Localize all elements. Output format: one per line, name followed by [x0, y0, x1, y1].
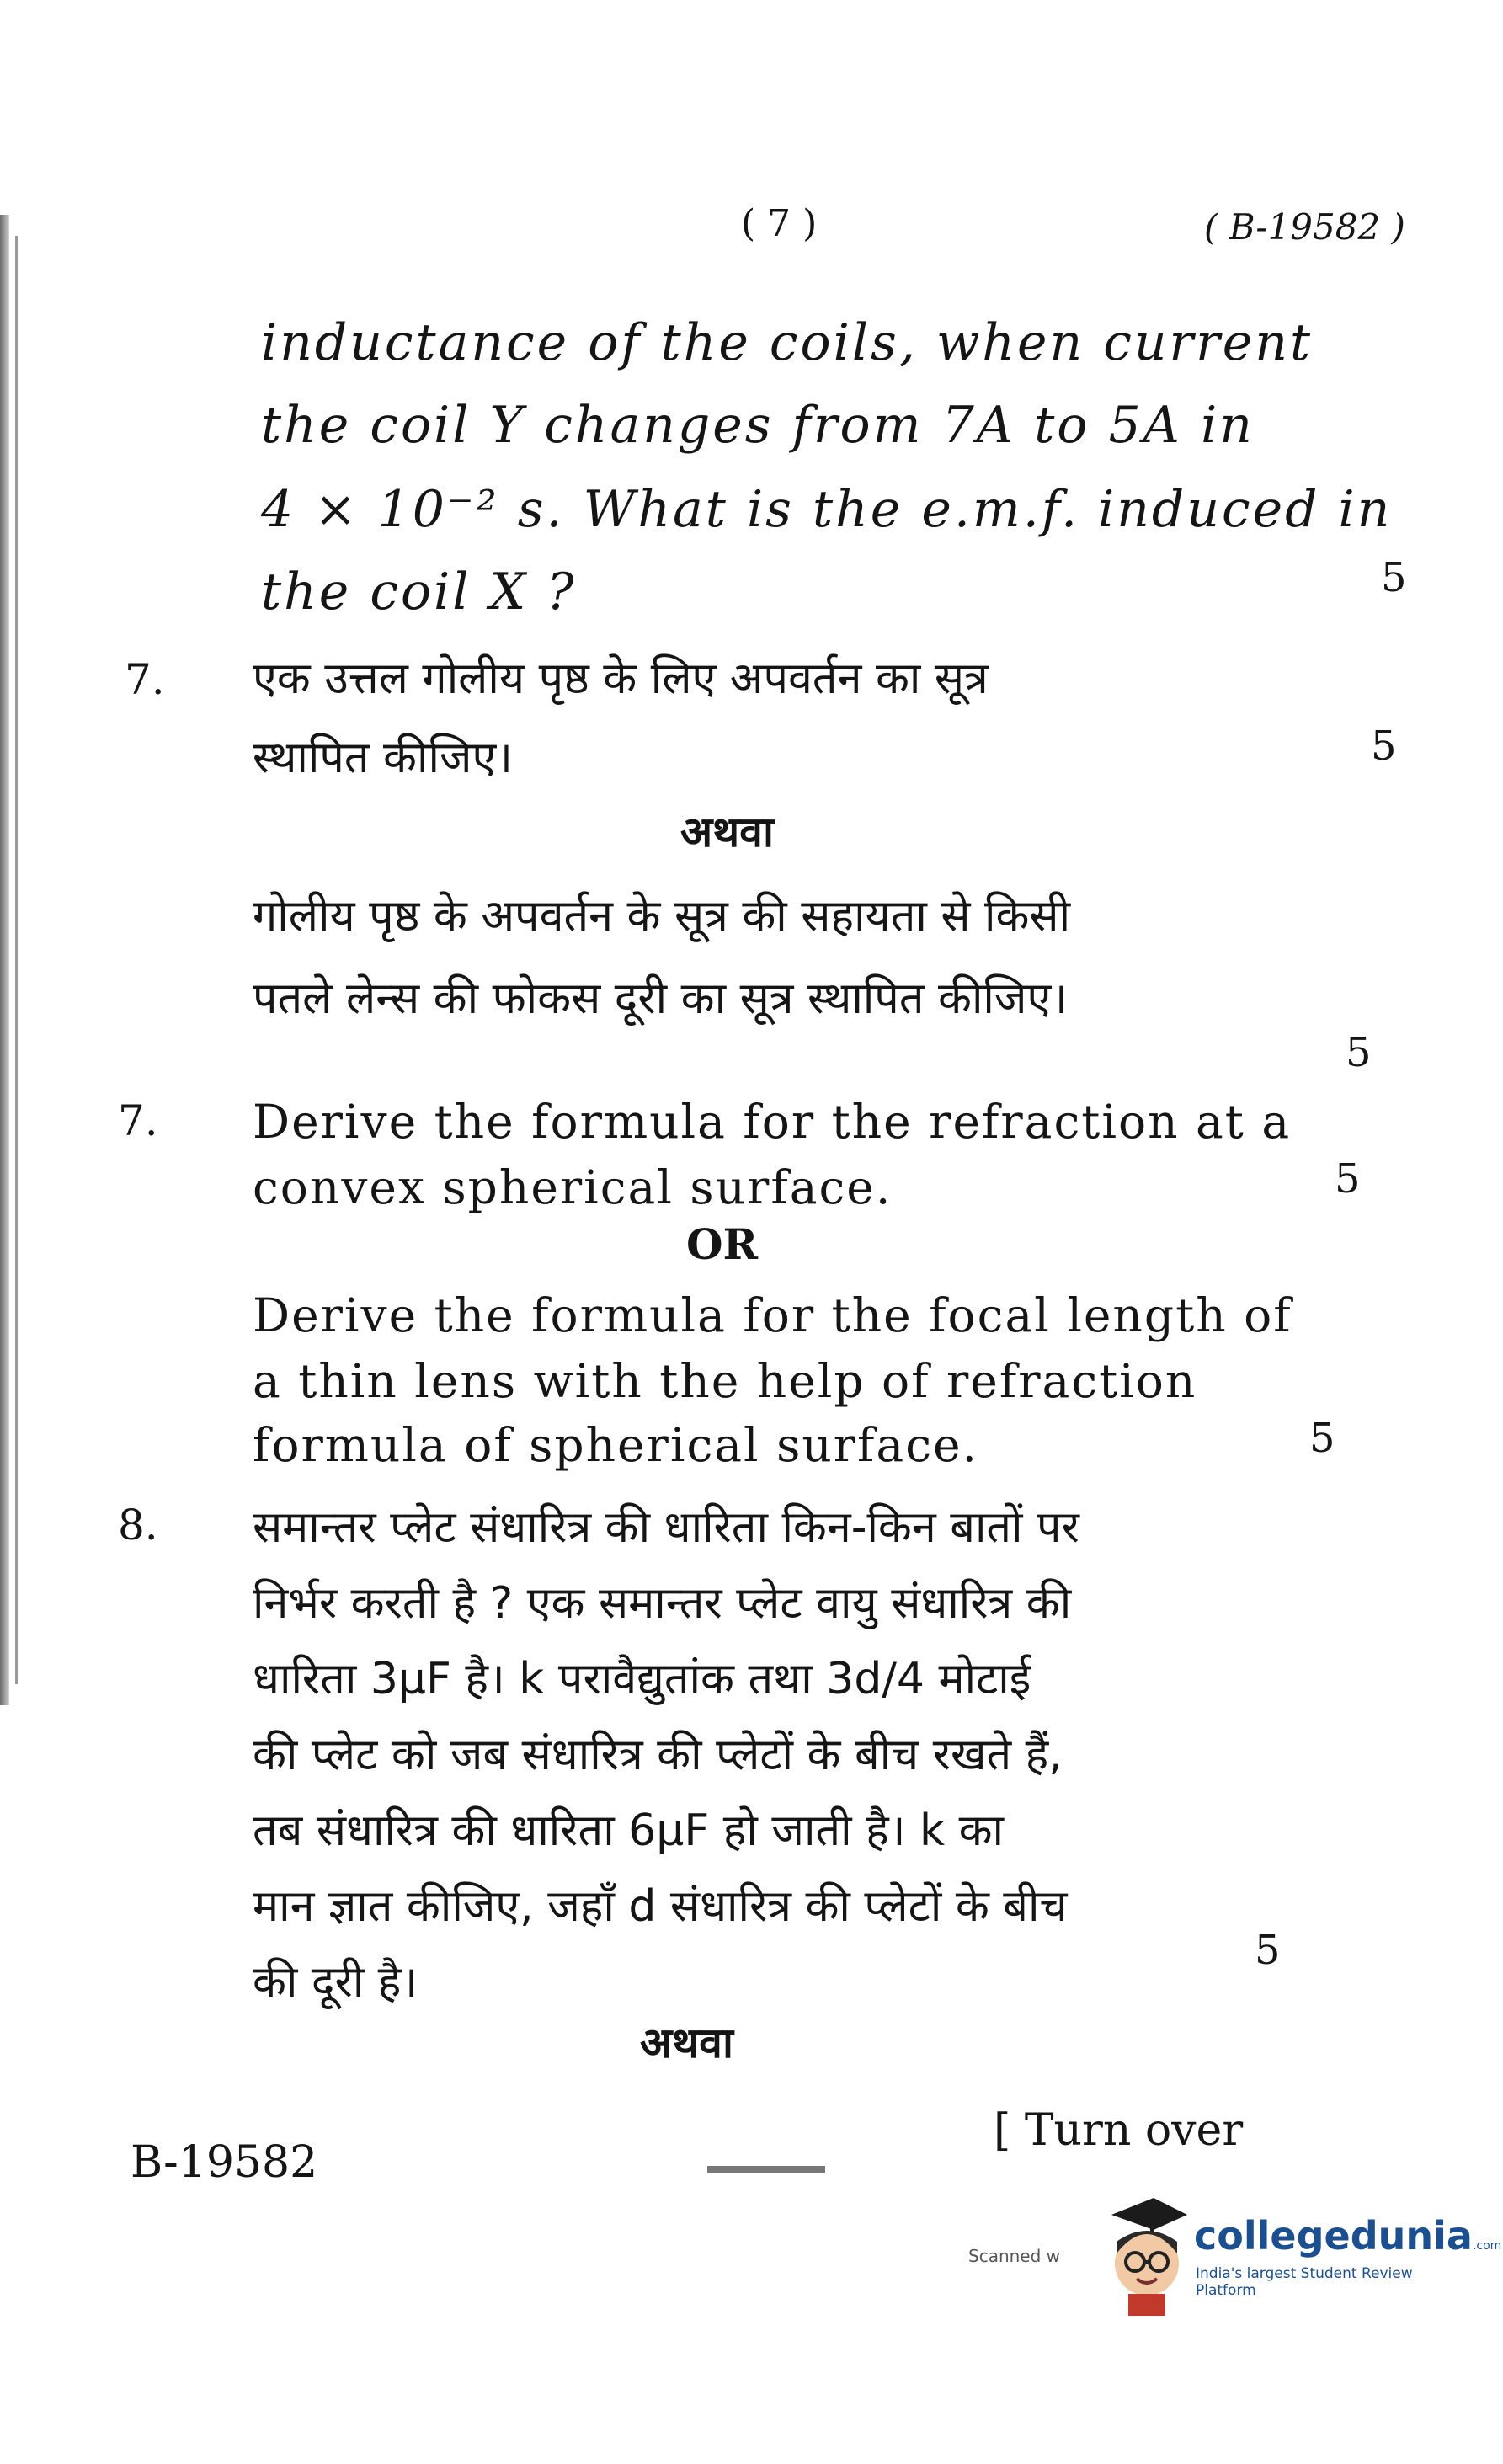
- q8-line-4: की प्लेट को जब संधारित्र की प्लेटों के बीच रखते हैं,: [253, 1730, 1063, 1780]
- q7-english-alt-line-3: formula of spherical surface.: [253, 1418, 979, 1472]
- q8-line-1: समान्तर प्लेट संधारित्र की धारिता किन-किन बातों पर: [253, 1502, 1079, 1553]
- collegedunia-logo: [1095, 2189, 1502, 2316]
- q8-or-label: अथवा: [640, 2018, 733, 2067]
- q7-hindi-number: 7.: [125, 655, 165, 704]
- q8-number: 8.: [118, 1501, 158, 1549]
- q8-line-7: की दूरी है।: [253, 1957, 418, 2008]
- q8-line-2: निर्भर करती है ? एक समान्तर प्लेट वायु संधारित्र की: [253, 1578, 1072, 1629]
- header-code: ( B-19582 ): [1204, 206, 1405, 248]
- watermark-tagline: India's largest Student Review Platform: [1196, 2265, 1413, 2299]
- q7-hindi-marks: 5: [1371, 723, 1397, 770]
- q6-line-4: the coil X ?: [261, 563, 577, 621]
- q8-line-6: मान ज्ञात कीजिए, जहाँ d संधारित्र की प्लेटों के बीच: [253, 1881, 1068, 1932]
- page-number: ( 7 ): [741, 202, 818, 245]
- q7-english-alt-line-1: Derive the formula for the focal length of: [253, 1288, 1292, 1342]
- q7-hindi-alt-marks: 5: [1346, 1029, 1372, 1076]
- footer-dash: [707, 2166, 825, 2173]
- q7-hindi-line-2: स्थापित कीजिए।: [253, 733, 513, 783]
- q8-line-3: धारिता 3μF है। k परावैद्युतांक तथा 3d/4 मोटाई: [253, 1654, 1031, 1704]
- q7-hindi-alt-line-1: गोलीय पृष्ठ के अपवर्तन के सूत्र की सहायता से किसी: [253, 891, 1071, 941]
- scan-shadow-edge: [0, 215, 9, 1705]
- watermark-scanned-text: Scanned w: [968, 2246, 1061, 2266]
- q7-hindi-line-1: एक उत्तल गोलीय पृष्ठ के लिए अपवर्तन का सूत्र: [253, 653, 989, 704]
- q7-english-alt-line-2: a thin lens with the help of refraction: [253, 1354, 1197, 1408]
- q8-marks: 5: [1255, 1927, 1281, 1974]
- q7-english-line-1: Derive the formula for the refraction at a: [253, 1095, 1292, 1149]
- q7-hindi-alt-line-2: पतले लेन्स की फोकस दूरी का सूत्र स्थापित कीजिए।: [253, 973, 1068, 1024]
- q6-line-3: 4 × 10⁻² s. What is the e.m.f. induced in: [261, 480, 1393, 539]
- q7-hindi-or-label: अथवा: [680, 807, 774, 856]
- q7-english-alt-marks: 5: [1309, 1415, 1335, 1462]
- footer-turn-over: [ Turn over: [994, 2105, 1244, 2156]
- q6-line-2: the coil Y changes from 7A to 5A in: [261, 396, 1255, 455]
- q7-english-marks: 5: [1335, 1155, 1361, 1203]
- watermark-brand: collegedunia.com: [1194, 2213, 1502, 2259]
- q7-english-or-label: OR: [686, 1219, 759, 1269]
- q6-line-1: inductance of the coils, when current: [261, 313, 1314, 372]
- q8-line-5: तब संधारित्र की धारिता 6μF हो जाती है। k का: [253, 1805, 1004, 1856]
- q6-marks: 5: [1381, 554, 1407, 601]
- q7-english-line-2: convex spherical surface.: [253, 1160, 893, 1214]
- scan-shadow-line: [15, 236, 18, 1684]
- mascot-icon: [1095, 2189, 1194, 2316]
- footer-paper-code: B-19582: [131, 2137, 318, 2188]
- q7-english-number: 7.: [118, 1096, 158, 1145]
